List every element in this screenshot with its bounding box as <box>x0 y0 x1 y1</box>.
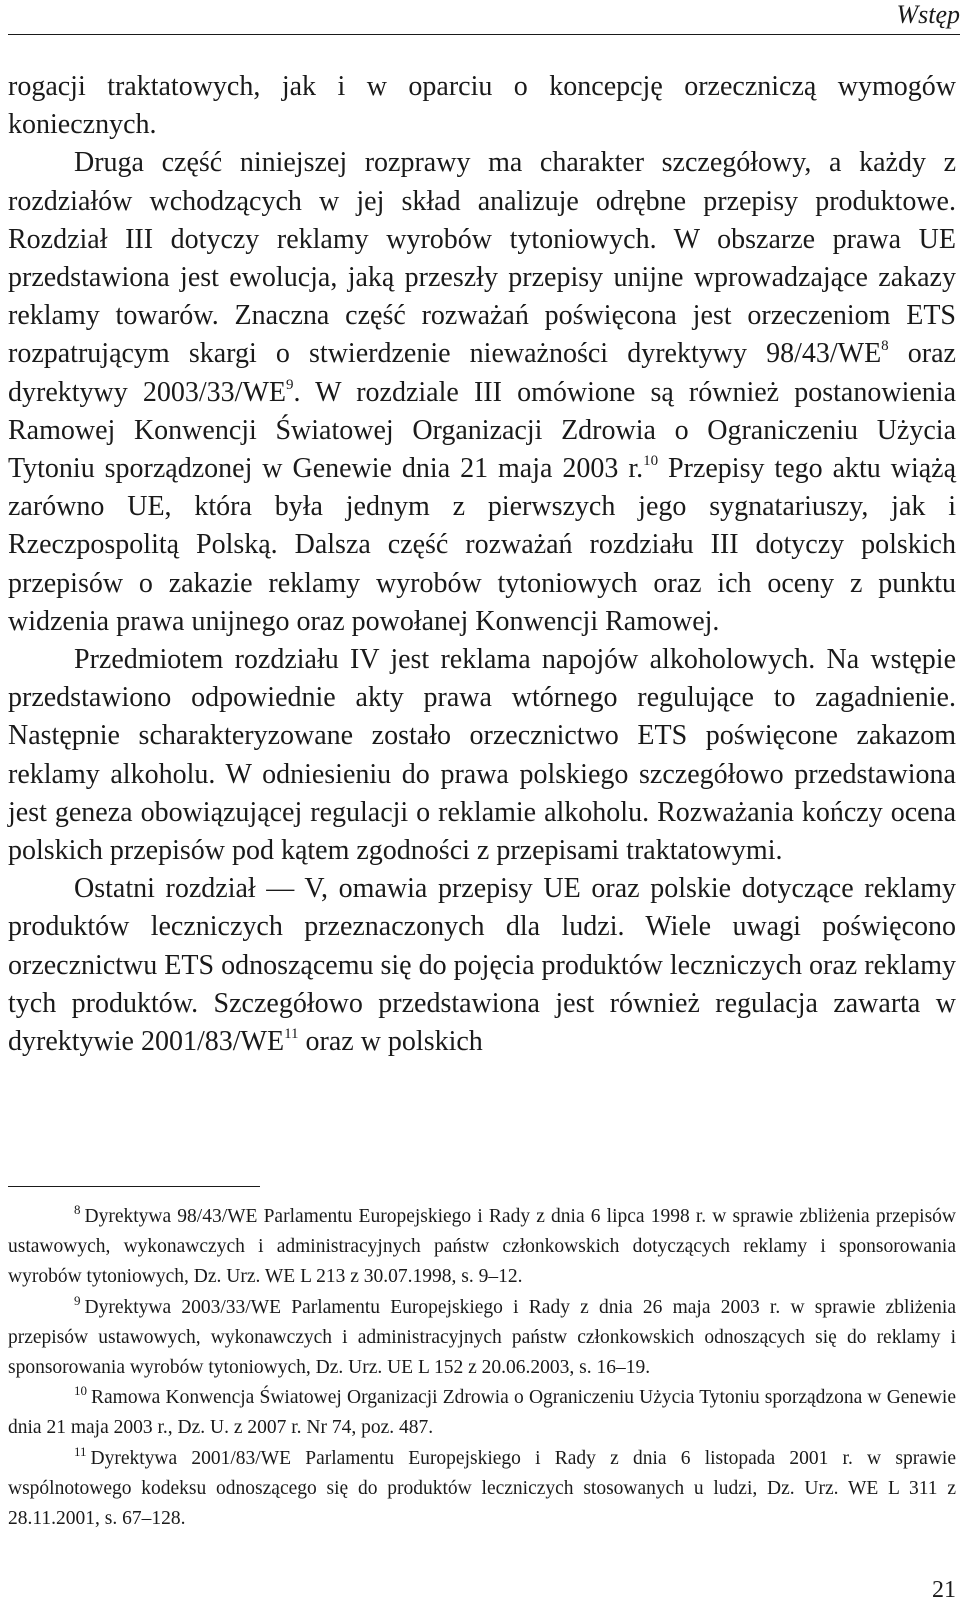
footnote-text: Dyrektywa 2003/33/WE Parlamentu Europejskiego i Rady z dnia 26 maja 2003 r. w sprawie zbliżenia przepisów ustawowych, wykonawczych i administracyjnych państw członkowskich odnoszących się do reklamy i sponsorowania wyrobów tytoniowych, Dz. Urz. UE L 152 z 20.06.2003, s. 16–19. <box>8 1296 956 1379</box>
footnote-8 <box>8 1202 956 1293</box>
footnote-number: 9 <box>74 1292 81 1308</box>
footnotes <box>8 1202 956 1534</box>
page-number: 21 <box>932 1577 956 1603</box>
header-rule <box>8 34 960 35</box>
footnote-text: Ramowa Konwencja Światowej Organizacji Zdrowia o Ograniczeniu Użycia Tytoniu sporządzona w Genewie dnia 21 maja 2003 r., Dz. U. z 2007 r. Nr 74, poz. 487. <box>8 1387 956 1439</box>
footnote-9 <box>8 1293 956 1384</box>
footnote-number: 8 <box>74 1202 81 1217</box>
running-title: Wstęp <box>896 0 960 29</box>
paragraph-2-part-3: . W rozdziale III omówione są również postanowienia Ramowej Konwencji Światowej Organizacji Zdrowia o Ograniczeniu Użycia Tytoniu sporządzonej w Genewie dnia 21 maja 2003 r. <box>8 376 956 485</box>
paragraph-2-part-2: oraz dyrektywy 2003/33/WE <box>8 338 956 408</box>
paragraph-2-part-4: Przepisy tego aktu wiążą zarówno UE, która była jednym z pierwszych jego sygnatariuszy, jak i Rzeczpospolitą Polską. Dalsza część rozważań rozdziału III dotyczy polskich przepisów o zakazie reklamy wyrobów tytoniowych oraz ich oceny z punktu widzenia prawa unijnego oraz powołanej Konwencji Ramowej. <box>8 453 957 637</box>
footnote-ref-10[interactable]: 10 <box>643 453 659 470</box>
paragraph-4-part-1: Ostatni rozdział — V, omawia przepisy UE oraz polskie dotyczące reklamy produktów leczniczych przeznaczonych dla ludzi. Wiele uwagi poświęcono orzecznictwu ETS odnoszącemu się do pojęcia produktów leczniczych oraz reklamy tych produktów. Szczegółowo przedstawiona jest również regulacja zawarta w dyrektywie 2001/83/WE <box>8 873 956 1058</box>
footnote-ref-8[interactable]: 8 <box>881 338 889 355</box>
paragraph-2-part-1: Druga część niniejszej rozprawy ma charakter szczegółowy, a każdy z rozdziałów wchodzących w jej skład analizuje odrębne przepisy produktowe. Rozdział III dotyczy reklamy wyrobów tytoniowych. W obszarze prawa UE przedstawiona jest ewolucja, jaką przeszły przepisy unijne wprowadzające zakazy reklamy towarów. Znaczna część rozważań poświęcona jest orzeczeniom ETS rozpatrującym skargi o stwierdzenie nieważności dyrektywy 98/43/WE <box>8 147 956 370</box>
footnote-text: Dyrektywa 2001/83/WE Parlamentu Europejskiego i Rady z dnia 6 listopada 2001 r. w sprawie wspólnotowego kodeksu odnoszącego się do produktów leczniczych stosowanych u ludzi, Dz. Urz. WE L 311 z 28.11.2001, s. 67–128. <box>8 1447 956 1530</box>
footnote-number: 10 <box>74 1383 87 1399</box>
paragraph-1: rogacji traktatowych, jak i w oparciu o koncepcję orzeczniczą wymogów koniecznych. <box>8 71 956 141</box>
paragraph-4 <box>8 870 956 1061</box>
paragraph-3: Przedmiotem rozdziału IV jest reklama napojów alkoholowych. Na wstępie przedstawiono odpowiednie akty prawa wtórnego regulujące to zagadnienie. Następnie scharakteryzowane zostało orzecznictwo ETS poświęcone zakazom reklamy alkoholu. W odniesieniu do prawa polskiego szczegółowo przedstawiona jest geneza obowiązującej regulacji o reklamie alkoholu. Rozważania kończy ocena polskich przepisów pod kątem zgodności z przepisami traktatowymi. <box>8 644 956 867</box>
footnote-10 <box>8 1383 956 1443</box>
footnote-text: Dyrektywa 98/43/WE Parlamentu Europejskiego i Rady z dnia 6 lipca 1998 r. w sprawie zbliżenia przepisów ustawowych, wykonawczych i administracyjnych państw członkowskich dotyczących reklamy i sponsorowania wyrobów tytoniowych, Dz. Urz. WE L 213 z 30.07.1998, s. 9–12. <box>8 1206 956 1288</box>
footnote-number: 11 <box>74 1443 87 1459</box>
footnote-rule <box>8 1186 260 1187</box>
paragraph-2 <box>8 144 956 641</box>
footnote-11 <box>8 1444 956 1535</box>
footnote-ref-9[interactable]: 9 <box>286 376 294 393</box>
main-text <box>8 68 956 1061</box>
footnote-ref-11[interactable]: 11 <box>284 1026 299 1043</box>
paragraph-4-part-2: oraz w polskich <box>298 1026 483 1058</box>
